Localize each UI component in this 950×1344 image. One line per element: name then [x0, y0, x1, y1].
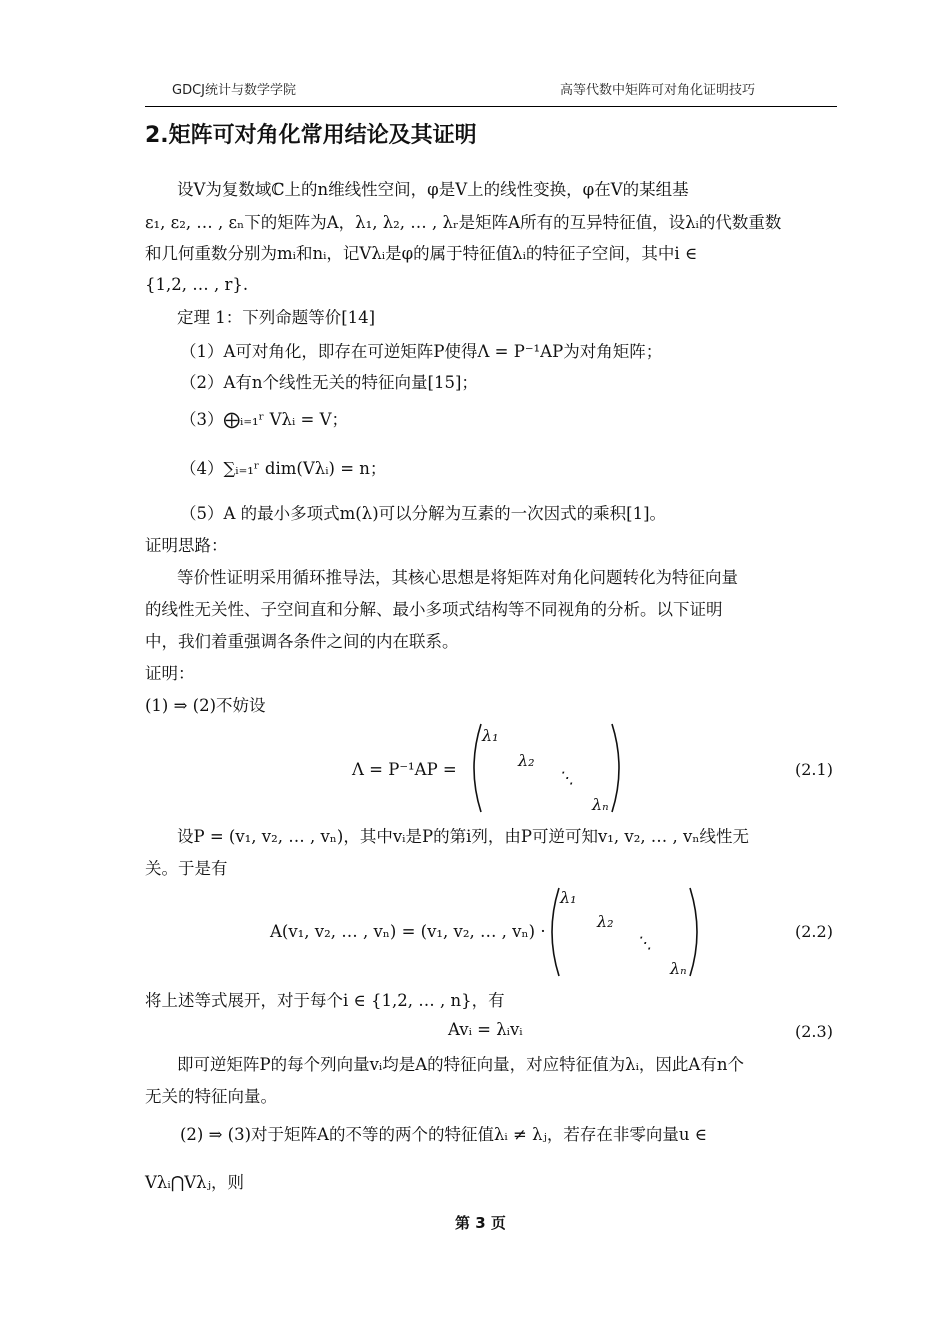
- header-right: 高等代数中矩阵可对角化证明技巧: [560, 83, 756, 98]
- eq1-diag-dots: ⋱: [558, 768, 574, 787]
- header-rule: [145, 106, 837, 107]
- idea-heading: 证明思路：: [145, 536, 228, 555]
- para-p-line-2: 关。于是有: [145, 859, 228, 878]
- eq1-right-paren: [608, 722, 628, 814]
- eq3-text: Avᵢ = λᵢvᵢ: [448, 1020, 523, 1039]
- eq2-lhs: A(v₁, v₂, … , vₙ) = (v₁, v₂, … , vₙ) ·: [270, 922, 546, 941]
- eq2-diag-dots: ⋱: [636, 933, 652, 952]
- eq2-number: (2.2): [795, 922, 833, 941]
- theorem-item-1: （1）A可对角化，即存在可逆矩阵P使得Λ = P⁻¹AP为对角矩阵；: [180, 342, 663, 361]
- header-left: GDCJ统计与数学学院: [172, 83, 296, 98]
- theorem-item-4: （4）∑ᵢ₌₁ʳ dim(Vλᵢ) = n；: [180, 459, 387, 478]
- intro-line-1: 设V为复数域ℂ上的n维线性空间，φ是V上的线性变换，φ在V的某组基: [177, 180, 689, 199]
- eq2-diag-1: λ₁: [560, 888, 577, 907]
- step-2-line-1: (2) ⇒ (3)对于矩阵A的不等的两个的特征值λᵢ ≠ λⱼ，若存在非零向量u ∈: [180, 1125, 707, 1144]
- eq2-diag-n: λₙ: [670, 959, 687, 978]
- intro-line-2: ε₁, ε₂, … , εₙ下的矩阵为A，λ₁, λ₂, … , λᵣ是矩阵A所有的互异特征值，设λᵢ的代数重数: [145, 213, 782, 232]
- intro-line-3: 和几何重数分别为mᵢ和nᵢ，记Vλᵢ是φ的属于特征值λᵢ的特征子空间，其中i ∈: [145, 244, 698, 263]
- eq1-diag-1: λ₁: [482, 726, 499, 745]
- eq3-number: (2.3): [795, 1022, 833, 1041]
- step-1-heading: (1) ⇒ (2)不妨设: [145, 696, 266, 715]
- expand-line: 将上述等式展开，对于每个i ∈ {1,2, … , n}，有: [145, 991, 505, 1010]
- idea-line-1: 等价性证明采用循环推导法，其核心思想是将矩阵对角化问题转化为特征向量: [177, 568, 738, 587]
- idea-line-2: 的线性无关性、子空间直和分解、最小多项式结构等不同视角的分析。以下证明: [145, 600, 723, 619]
- eq2-diag-2: λ₂: [597, 912, 614, 931]
- proof-heading: 证明：: [145, 664, 195, 683]
- eq1-lhs: Λ = P⁻¹AP =: [352, 760, 457, 779]
- idea-line-3: 中，我们着重强调各条件之间的内在联系。: [145, 632, 459, 651]
- conclusion-line-1: 即可逆矩阵P的每个列向量vᵢ均是A的特征向量，对应特征值为λᵢ，因此A有n个: [177, 1055, 744, 1074]
- theorem-title: 定理 1：下列命题等价[14]: [177, 308, 376, 327]
- theorem-item-5: （5）A 的最小多项式m(λ)可以分解为互素的一次因式的乘积[1]。: [180, 504, 667, 523]
- section-title: 2.矩阵可对角化常用结论及其证明: [145, 123, 477, 148]
- eq1-diag-2: λ₂: [518, 751, 535, 770]
- theorem-item-2: （2）A有n个线性无关的特征向量[15]；: [180, 373, 478, 392]
- step-2-line-2: Vλᵢ⋂Vλⱼ，则: [145, 1173, 244, 1192]
- eq1-diag-n: λₙ: [592, 795, 609, 814]
- conclusion-line-2: 无关的特征向量。: [145, 1087, 277, 1106]
- page-number: 第 3 页: [455, 1214, 506, 1232]
- theorem-item-3: （3）⨁ᵢ₌₁ʳ Vλᵢ = V；: [180, 410, 349, 429]
- eq1-number: (2.1): [795, 760, 833, 779]
- eq2-right-paren: [686, 886, 706, 978]
- intro-line-4: {1,2, … , r}.: [145, 275, 249, 294]
- para-p-line-1: 设P = (v₁, v₂, … , vₙ)，其中vᵢ是P的第i列，由P可逆可知v₁, v₂, … , vₙ线性无: [177, 827, 750, 846]
